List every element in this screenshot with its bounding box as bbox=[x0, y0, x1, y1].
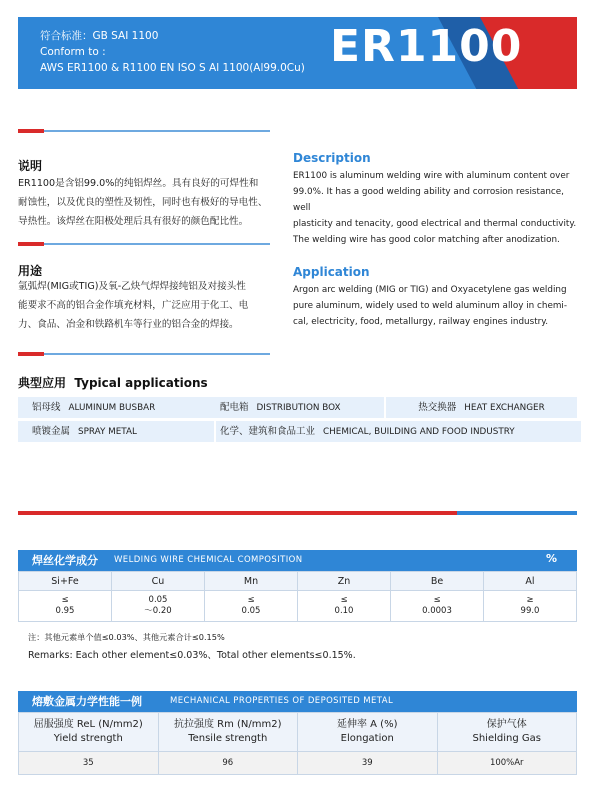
section-divider bbox=[18, 353, 270, 355]
header-en: Shielding Gas bbox=[472, 733, 541, 744]
text-line: plasticity and tenacity, good electrical and thermal conductivity. bbox=[293, 219, 577, 229]
text-line: cal, electricity, food, metallurgy, railway engines industry. bbox=[293, 317, 549, 327]
header-cn: 抗拉强度 Rm (N/mm2) bbox=[173, 719, 282, 730]
standard-en: AWS ER1100 & R1100 EN ISO S Al 1100(Al99.0Cu) bbox=[40, 62, 305, 74]
section-divider bbox=[18, 243, 270, 245]
header-cn: 屈服强度 ReL (N/mm2) bbox=[33, 719, 143, 730]
table-cell bbox=[19, 591, 112, 622]
conform-label: Conform to : bbox=[40, 46, 106, 58]
table-cell bbox=[112, 591, 205, 622]
applications-row bbox=[18, 421, 577, 442]
description-text-cn bbox=[18, 174, 290, 231]
item-cn: 配电箱 bbox=[220, 402, 249, 413]
table-cell bbox=[205, 591, 298, 622]
column-header: Si+Fe bbox=[19, 572, 112, 591]
mechanical-table-header bbox=[18, 691, 577, 712]
chemical-title-cn: 焊丝化学成分 bbox=[32, 554, 98, 567]
application-item bbox=[386, 397, 577, 418]
application-text-en bbox=[293, 282, 583, 330]
item-en: HEAT EXCHANGER bbox=[464, 403, 545, 413]
cell-line: ≤ bbox=[247, 595, 255, 605]
mechanical-table bbox=[18, 712, 577, 775]
column-header bbox=[437, 713, 577, 752]
cell-line: ≥ bbox=[526, 595, 534, 605]
header-cn: 保护气体 bbox=[486, 719, 527, 730]
table-cell: 100%Ar bbox=[437, 752, 577, 775]
table-header-row bbox=[19, 572, 577, 591]
column-header: Cu bbox=[112, 572, 205, 591]
cell-line: ≤ bbox=[433, 595, 441, 605]
cell-line: 99.0 bbox=[520, 606, 540, 616]
standard-cn: 符合标准：GB SAI 1100 bbox=[40, 30, 159, 42]
cell-line: 0.05 bbox=[241, 606, 261, 616]
mechanical-title-en: MECHANICAL PROPERTIES OF DEPOSITED METAL bbox=[170, 696, 394, 706]
title-en: Typical applications bbox=[74, 376, 208, 390]
application-item bbox=[216, 397, 384, 418]
cell-line: 0.0003 bbox=[422, 606, 452, 616]
item-en: SPRAY METAL bbox=[78, 427, 137, 437]
text-line: pure aluminum, widely used to weld aluminum alloy in chemi- bbox=[293, 301, 568, 311]
cell-line: ≤ bbox=[61, 595, 69, 605]
item-en: DISTRIBUTION BOX bbox=[256, 403, 341, 413]
column-header: Al bbox=[484, 572, 577, 591]
cell-line: 0.10 bbox=[334, 606, 354, 616]
text-line: 力、食品、冶金和铁路机车等行业的铝合金的焊接。 bbox=[18, 319, 239, 330]
application-item bbox=[216, 421, 581, 442]
column-header: Zn bbox=[298, 572, 391, 591]
text-line: 耐蚀性，以及优良的塑性及韧性，同时也有极好的导电性、 bbox=[18, 197, 268, 208]
text-line: 氩弧焊(MIG或TIG)及氧-乙炔气焊焊接纯铝及对接头性 bbox=[18, 281, 246, 292]
cell-line: ≤ bbox=[340, 595, 348, 605]
text-line: ER1100是含铝99.0%的纯铝焊丝。具有良好的可焊性和 bbox=[18, 178, 259, 189]
cell-line: 0.05 bbox=[148, 595, 168, 605]
section-divider bbox=[18, 130, 270, 132]
item-en: CHEMICAL, BUILDING AND FOOD INDUSTRY bbox=[323, 427, 515, 437]
text-line: ER1100 is aluminum welding wire with aluminum content over bbox=[293, 171, 570, 181]
column-header: Mn bbox=[205, 572, 298, 591]
description-title-cn: 说明 bbox=[18, 159, 43, 173]
product-name: ER1100 bbox=[330, 21, 523, 72]
item-cn: 热交换器 bbox=[418, 402, 457, 413]
text-line: The welding wire has good color matching after anodization. bbox=[293, 235, 560, 245]
chemical-table bbox=[18, 571, 577, 622]
table-row bbox=[19, 752, 577, 775]
header-cn: 延伸率 A (%) bbox=[336, 719, 398, 730]
table-cell: 96 bbox=[158, 752, 298, 775]
unit-label: % bbox=[545, 552, 557, 565]
header-en: Yield strength bbox=[53, 733, 123, 744]
cell-line: ～0.20 bbox=[144, 606, 172, 616]
table-cell: 39 bbox=[298, 752, 438, 775]
application-item bbox=[18, 397, 228, 418]
table-cell bbox=[391, 591, 484, 622]
note-cn: 注：其他元素单个值≤0.03%、其他元素合计≤0.15% bbox=[28, 632, 225, 642]
chemical-table-header bbox=[18, 550, 577, 571]
item-cn: 喷镀金属 bbox=[32, 426, 71, 437]
column-header bbox=[158, 713, 298, 752]
header-en: Elongation bbox=[340, 733, 394, 744]
item-cn: 化学、建筑和食品工业 bbox=[220, 426, 316, 437]
application-item bbox=[18, 421, 214, 442]
description-title-en: Description bbox=[293, 151, 371, 165]
item-en: ALUMINUM BUSBAR bbox=[68, 403, 156, 413]
title-cn: 典型应用 bbox=[18, 376, 67, 390]
application-title-cn: 用途 bbox=[18, 264, 43, 278]
header-banner bbox=[18, 17, 577, 89]
typical-applications-title bbox=[18, 374, 208, 391]
header-en: Tensile strength bbox=[188, 733, 268, 744]
text-line: Argon arc welding (MIG or TIG) and Oxyacetylene gas welding bbox=[293, 285, 567, 295]
cell-line: 0.95 bbox=[55, 606, 75, 616]
chemical-title-en: WELDING WIRE CHEMICAL COMPOSITION bbox=[114, 555, 303, 565]
text-line: 导热性。该焊丝在阳极处理后具有很好的颜色配比性。 bbox=[18, 216, 249, 227]
column-header bbox=[298, 713, 438, 752]
column-header bbox=[19, 713, 159, 752]
note-en: Remarks: Each other element≤0.03%、Total other elements≤0.15%. bbox=[28, 650, 356, 661]
column-header: Be bbox=[391, 572, 484, 591]
table-cell: 35 bbox=[19, 752, 159, 775]
table-header-row bbox=[19, 713, 577, 752]
text-line: 能要求不高的铝合金作填充材料，广泛应用于化工、电 bbox=[18, 300, 249, 311]
item-cn: 铝母线 bbox=[32, 402, 61, 413]
application-text-cn bbox=[18, 277, 290, 334]
section-separator bbox=[18, 511, 577, 515]
table-cell bbox=[298, 591, 391, 622]
text-line: 99.0%. It has a good welding ability and corrosion resistance, well bbox=[293, 187, 564, 213]
mechanical-title-cn: 熔敷金属力学性能一例 bbox=[32, 695, 142, 708]
table-row bbox=[19, 591, 577, 622]
application-title-en: Application bbox=[293, 265, 370, 279]
description-text-en bbox=[293, 168, 583, 248]
applications-row bbox=[18, 397, 577, 418]
table-cell bbox=[484, 591, 577, 622]
